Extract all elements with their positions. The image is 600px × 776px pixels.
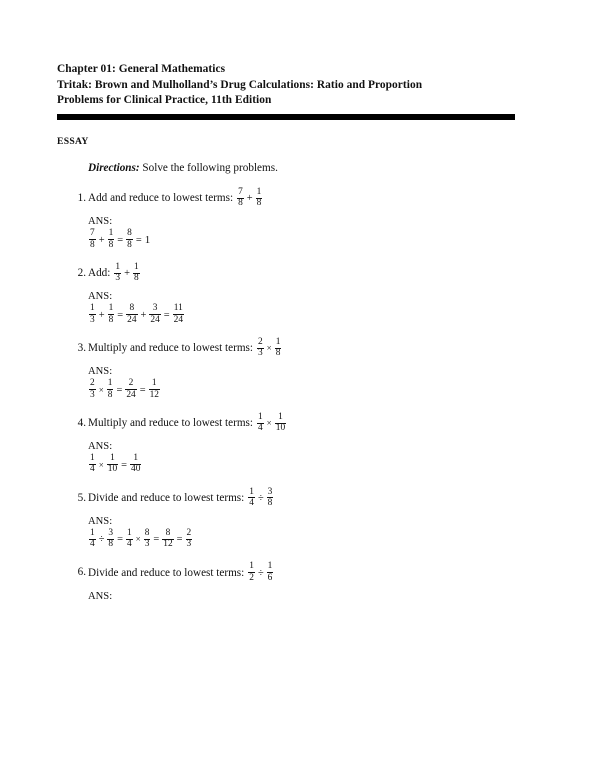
problem-prompt-text: Multiply and reduce to lowest terms: — [88, 342, 253, 355]
question-fraction — [275, 338, 282, 359]
fraction-denominator: 8 — [108, 239, 114, 250]
answer-block — [88, 366, 527, 400]
answer-expression — [88, 229, 527, 250]
fraction-denominator: 3 — [115, 273, 121, 284]
answer-fraction — [89, 304, 96, 325]
answer-block — [88, 591, 527, 603]
fraction-denominator: 24 — [150, 314, 160, 325]
header-title-line-2: Problems for Clinical Practice, 11th Edition — [57, 94, 272, 107]
question-fraction — [248, 488, 255, 509]
fraction-numerator: 1 — [115, 261, 121, 272]
fraction-numerator: 1 — [90, 528, 95, 538]
problem-question — [88, 338, 527, 359]
directions-lead: Directions: — [88, 161, 140, 174]
problem-prompt-text: Divide and reduce to lowest terms: — [88, 492, 245, 504]
page-content — [57, 62, 527, 603]
fraction-denominator: 10 — [275, 423, 286, 433]
fraction-numerator: 2 — [125, 379, 136, 390]
fraction-denominator: 4 — [90, 539, 95, 550]
problem-question — [88, 488, 527, 509]
fraction-numerator: 1 — [108, 303, 114, 314]
math-operator: × — [266, 418, 272, 429]
math-operator: ÷ — [98, 534, 105, 546]
answer-fraction — [125, 379, 136, 400]
fraction-numerator: 1 — [257, 411, 263, 422]
fraction-numerator: 2 — [186, 528, 192, 538]
answer-fraction — [89, 529, 96, 550]
answer-fraction — [162, 529, 173, 550]
fraction-denominator: 8 — [133, 273, 139, 284]
answer-block — [88, 516, 527, 550]
fraction-denominator: 8 — [127, 239, 132, 250]
answer-label: ANS: — [88, 366, 113, 378]
problem-number: 5. — [77, 491, 86, 504]
fraction-denominator: 24 — [126, 389, 136, 400]
math-operator: = — [117, 534, 123, 546]
fraction-denominator: 8 — [108, 314, 114, 325]
fraction-numerator: 1 — [275, 413, 286, 424]
answer-fraction — [108, 304, 115, 325]
math-operator: = — [135, 234, 142, 246]
fraction-denominator: 8 — [107, 389, 113, 400]
fraction-denominator: 8 — [256, 198, 262, 209]
fraction-denominator: 2 — [249, 572, 254, 583]
problem-item — [57, 413, 527, 476]
fraction-numerator: 7 — [238, 186, 243, 197]
fraction-denominator: 8 — [275, 348, 281, 359]
answer-label: ANS: — [88, 441, 113, 453]
fraction-denominator: 4 — [126, 539, 132, 550]
fraction-denominator: 3 — [257, 348, 263, 359]
answer-fraction — [107, 379, 114, 400]
answer-block — [88, 291, 527, 325]
header-divider-bar — [57, 113, 515, 120]
problem-item — [57, 263, 527, 326]
answer-label: ANS: — [88, 590, 113, 602]
fraction-numerator: 3 — [149, 304, 160, 315]
fraction-denominator: 8 — [267, 497, 273, 508]
question-fraction — [267, 562, 274, 583]
math-operator: × — [135, 534, 141, 545]
fraction-numerator: 1 — [108, 228, 114, 239]
answer-label: ANS: — [88, 291, 113, 303]
question-fraction — [133, 263, 140, 284]
directions-text: Solve the following problems. — [142, 161, 278, 174]
question-fraction — [248, 562, 255, 583]
fraction-numerator: 8 — [127, 228, 132, 239]
problem-question — [88, 562, 527, 583]
math-operator: ÷ — [257, 493, 264, 504]
problem-prompt-text: Add: — [88, 267, 111, 280]
fraction-numerator: 1 — [107, 454, 118, 465]
fraction-denominator: 8 — [108, 539, 114, 550]
fraction-denominator: 3 — [90, 389, 95, 400]
answer-fraction — [130, 454, 141, 475]
problem-item — [57, 338, 527, 401]
answer-expression — [88, 454, 527, 475]
answer-fraction — [126, 529, 133, 550]
fraction-numerator: 1 — [107, 378, 113, 389]
fraction-denominator: 12 — [163, 539, 173, 550]
fraction-denominator: 40 — [131, 464, 141, 475]
fraction-numerator: 8 — [162, 529, 173, 540]
fraction-denominator: 8 — [238, 198, 243, 209]
fraction-denominator: 4 — [257, 423, 263, 433]
fraction-numerator: 1 — [133, 261, 139, 272]
problem-prompt-text: Divide and reduce to lowest terms: — [88, 566, 245, 579]
math-operator: = — [121, 459, 128, 471]
problem-question — [88, 263, 527, 284]
fraction-denominator: 24 — [173, 314, 183, 325]
fraction-numerator: 1 — [249, 561, 254, 572]
directions-line — [88, 161, 527, 175]
answer-block — [88, 216, 527, 250]
math-operator: = — [116, 384, 123, 396]
answer-fraction — [173, 304, 184, 325]
fraction-denominator: 8 — [90, 239, 95, 250]
question-fraction — [256, 188, 263, 209]
problem-item — [57, 188, 527, 251]
math-operator: = — [117, 309, 124, 321]
fraction-denominator: 12 — [149, 389, 159, 400]
math-operator: + — [124, 268, 130, 280]
math-operator: ÷ — [257, 567, 264, 579]
answer-expression — [88, 304, 527, 325]
math-operator: + — [246, 193, 253, 205]
fraction-numerator: 8 — [126, 304, 137, 315]
fraction-numerator: 1 — [275, 336, 281, 347]
question-fraction — [267, 488, 274, 509]
answer-fraction — [144, 529, 151, 550]
problem-number: 4. — [77, 416, 86, 429]
math-operator: = — [139, 384, 146, 396]
answer-fraction — [89, 379, 96, 400]
fraction-numerator: 1 — [267, 561, 273, 572]
fraction-numerator: 1 — [149, 379, 160, 390]
problem-prompt-text: Multiply and reduce to lowest terms: — [88, 417, 253, 430]
fraction-numerator: 2 — [257, 336, 263, 347]
fraction-numerator: 1 — [130, 454, 141, 465]
problem-list — [57, 188, 527, 603]
math-operator: × — [98, 384, 104, 395]
fraction-numerator: 1 — [126, 528, 132, 538]
document-header — [57, 62, 527, 109]
fraction-denominator: 4 — [249, 497, 254, 508]
problem-number: 2. — [77, 266, 86, 279]
answer-fraction — [89, 454, 96, 475]
math-operator: + — [98, 234, 105, 246]
answer-fraction — [126, 229, 133, 250]
question-fraction — [257, 413, 264, 434]
answer-fraction — [149, 304, 160, 325]
answer-fraction — [107, 529, 114, 550]
fraction-numerator: 1 — [90, 303, 95, 314]
fraction-numerator: 1 — [249, 486, 254, 497]
problem-item — [57, 562, 527, 602]
fraction-denominator: 3 — [90, 314, 95, 325]
problem-question — [88, 413, 527, 434]
answer-fraction — [149, 379, 160, 400]
math-operator: × — [98, 459, 104, 470]
math-operator: = — [153, 534, 160, 546]
question-fraction — [237, 188, 244, 209]
math-operator: = — [176, 534, 183, 546]
math-operator: + — [140, 309, 147, 321]
answer-fraction — [107, 454, 118, 475]
question-fraction — [257, 338, 264, 359]
math-operator: + — [98, 309, 105, 321]
math-operator: = — [163, 309, 170, 321]
fraction-numerator: 7 — [90, 228, 95, 239]
fraction-denominator: 24 — [127, 314, 137, 325]
header-chapter-line: Chapter 01: General Mathematics — [57, 63, 226, 75]
fraction-numerator: 11 — [173, 303, 183, 314]
answer-fraction — [108, 229, 115, 250]
question-fraction — [275, 413, 286, 434]
fraction-numerator: 3 — [267, 486, 273, 497]
answer-label: ANS: — [88, 516, 113, 527]
fraction-denominator: 3 — [144, 539, 150, 550]
fraction-numerator: 8 — [144, 528, 150, 538]
problem-number: 3. — [77, 341, 86, 354]
section-label-essay: ESSAY — [57, 135, 89, 147]
answer-fraction — [126, 304, 137, 325]
fraction-denominator: 6 — [267, 572, 273, 583]
problem-prompt-text: Add and reduce to lowest terms: — [88, 192, 234, 205]
answer-expression — [88, 379, 527, 400]
fraction-denominator: 10 — [107, 464, 118, 475]
problem-item — [57, 488, 527, 551]
fraction-numerator: 1 — [256, 186, 262, 197]
fraction-numerator: 1 — [90, 453, 95, 464]
problem-number: 6. — [77, 566, 86, 579]
fraction-denominator: 3 — [186, 539, 192, 550]
answer-block — [88, 441, 527, 475]
fraction-numerator: 3 — [108, 528, 114, 538]
problem-question — [88, 188, 527, 209]
answer-label: ANS: — [88, 216, 113, 228]
answer-expression — [88, 529, 527, 550]
math-integer: 1 — [144, 233, 151, 246]
fraction-numerator: 2 — [90, 378, 95, 389]
answer-fraction — [89, 229, 96, 250]
fraction-denominator: 4 — [90, 464, 95, 475]
problem-number: 1. — [77, 191, 86, 204]
header-title-line-1: Tritak: Brown and Mulholland’s Drug Calculations: Ratio and Proportion — [57, 78, 423, 91]
math-operator: = — [117, 234, 124, 246]
math-operator: × — [266, 343, 272, 354]
question-fraction — [114, 263, 121, 284]
answer-fraction — [186, 529, 193, 550]
